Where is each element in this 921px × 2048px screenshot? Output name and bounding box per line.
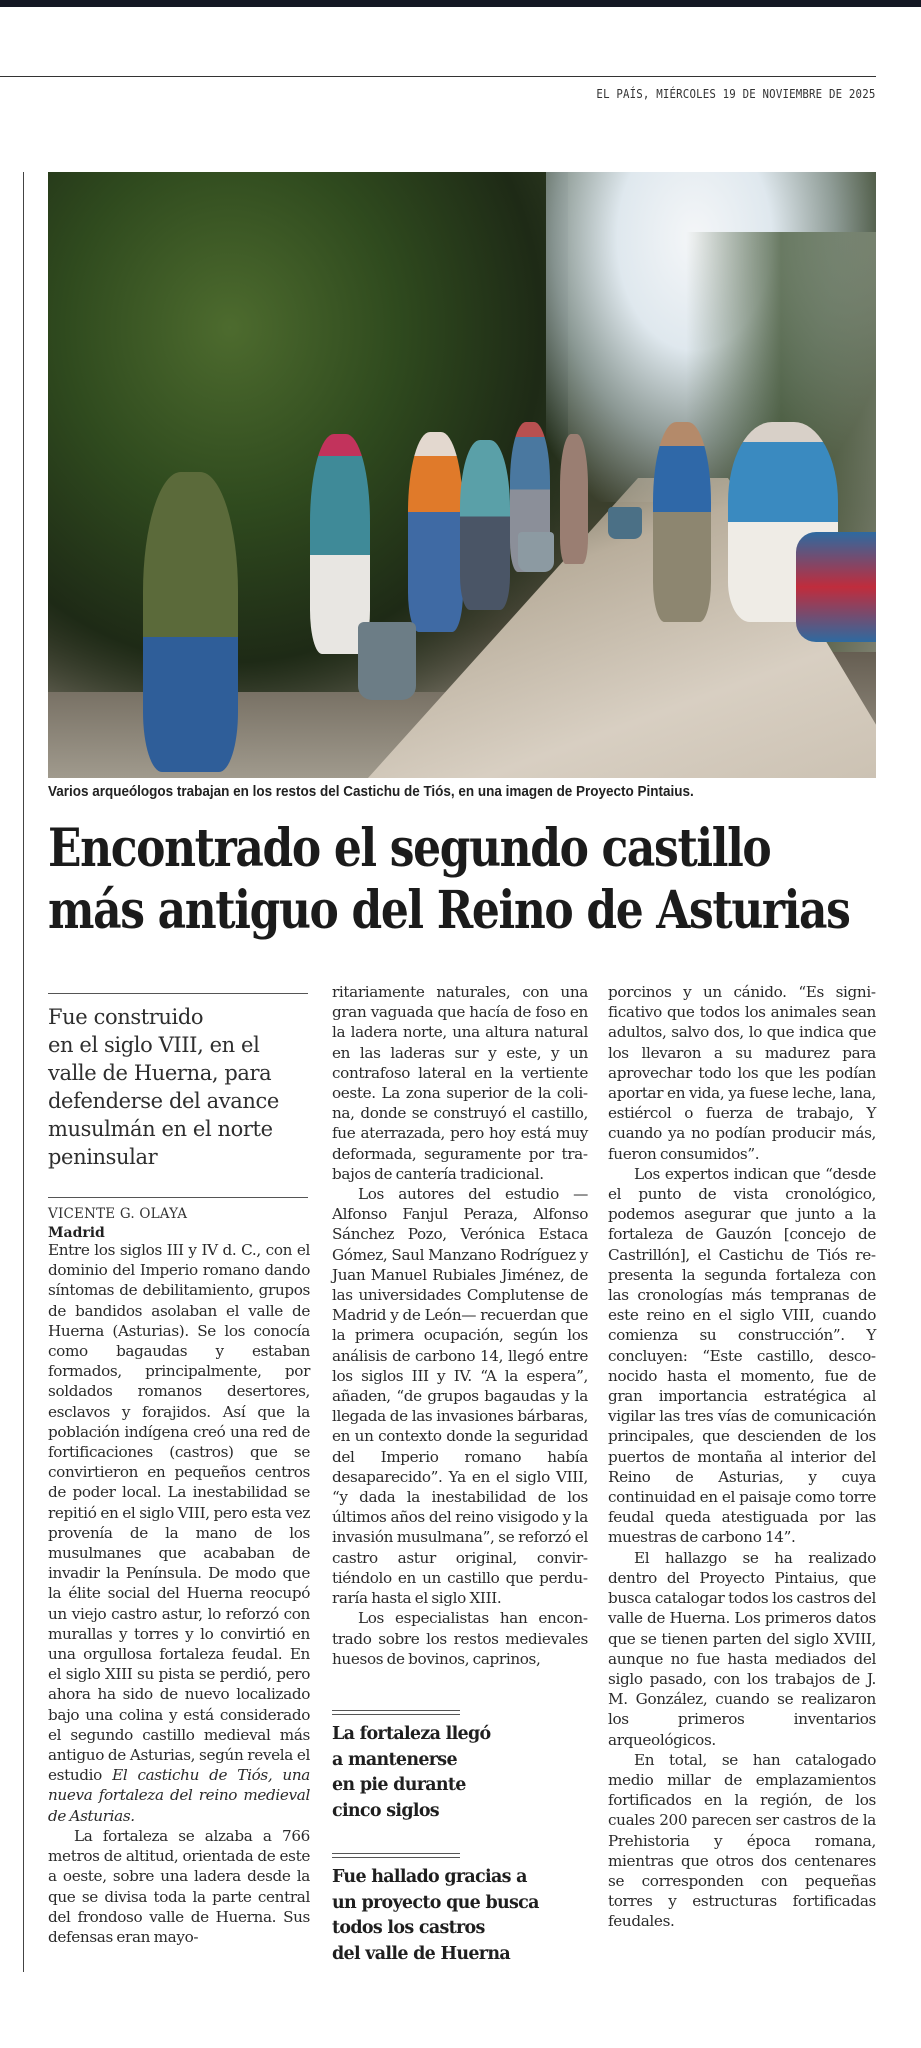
- left-column-rule: [23, 172, 24, 1972]
- subtitle-line: Fue construido: [48, 1005, 204, 1029]
- subtitle-top-rule: [48, 993, 308, 994]
- photo-foliage: [48, 172, 568, 692]
- article-column-3: [608, 982, 876, 1932]
- subtitle-line: defenderse del avance: [48, 1089, 279, 1113]
- body-paragraph: Los expertos indican que “desde el punto de vista cronológico, podemos asegurar que junto a la fortaleza de Gauzón [concejo de Castrillón], el Castichu de Tiós representa la segunda fortaleza con las cronologías más tempranas de este reino en el siglo VIII, cuando comienza su construcción”. Y concluyen: “Este castillo, desconocido hasta el momento, fue de gran importancia estratégica al vigilar las tres vías de comunicación principales, que descienden de los puertos de montaña al interior del Reino de Asturias, y cuya continuidad en el paisaje como torre feudal queda atestiguada por las muestras de carbono 14”.: [608, 1164, 876, 1547]
- photo-person: [143, 472, 238, 772]
- body-text: Entre los siglos III y IV d. C., con el dominio del Imperio romano dando síntomas de debilitamiento, grupos de bandidos asolaban el valle de Huerna (Asturias). Se los conocía como bagaudas y estaban formados, principalmente, por soldados romanos desertores, esclavos y forajidos. Así que la población indígena creó una red de fortificaciones (castros) que se convirtieron en pequeños centros de poder local. La inestabilidad se repitió en el siglo VIII, pero esta vez provenía de la mano de los musulmanes que acababan de invadir la Península. De modo que la élite social del Huerna reocupó un viejo castro astur, lo reforzó con murallas y torres y lo convirtió en una orgullosa fortaleza feudal. En el siglo XIII su pista se perdió, pero ahora ha sido de nuevo localizado bajo una colina y está considerado el segundo castillo medieval más antiguo de Asturias, según revela el estudio: [48, 1241, 310, 1785]
- pull-quote-rule: [332, 1710, 460, 1715]
- subtitle-line: en el siglo VIII, en el: [48, 1033, 260, 1057]
- header-rule: [0, 76, 876, 77]
- photo-bucket: [358, 622, 416, 700]
- pull-quote-line: La fortaleza llegó: [332, 1724, 491, 1744]
- body-paragraph: [48, 1240, 310, 1826]
- subtitle-line: valle de Huerna, para: [48, 1061, 272, 1085]
- byline-location: Madrid: [48, 1225, 105, 1241]
- article-photo: [48, 172, 876, 778]
- pull-quote-rule: [332, 1853, 460, 1858]
- headline-line: Encontrado el segundo castillo: [48, 818, 771, 879]
- photo-person: [310, 434, 370, 654]
- photo-bucket: [518, 532, 554, 572]
- body-paragraph: Los autores del estudio —Alfonso Fanjul Peraza, Alfonso Sánchez Pozo, Verónica Estaca Gómez, Saul Manzano Rodríguez y Juan Manuel Rubiales Jiménez, de las universidades Complutense de Madrid y de León— recuerdan que la primera ocupación, según los análisis de carbono 14, llegó entre los siglos III y IV. “A la espera”, añaden, “de grupos bagaudas y la llegada de las invasiones bárbaras, en un contexto donde la seguridad del Imperio romano había desaparecido”. Ya en el siglo VIII, “y dada la inestabilidad de los últimos años del reino visigodo y la invasión musulmana”, se reforzó el castro astur original, convirtiéndolo en un castillo que perduraría hasta el siglo XIII.: [332, 1185, 588, 1608]
- byline-rule: [48, 1197, 308, 1198]
- photo-bucket: [608, 507, 642, 539]
- article-column-2: [332, 982, 588, 1669]
- pull-quote-line: Fue hallado gracias a: [332, 1867, 527, 1887]
- photo-person: [560, 434, 588, 564]
- study-title: El castichu de Tiós, una nueva fortaleza del reino medieval de Asturias.: [48, 1766, 310, 1825]
- pull-quote-line: a mantenerse: [332, 1749, 457, 1770]
- body-paragraph: porcinos y un cánido. “Es significativo que todos los animales sean adultos, salvo dos, lo que indica que los llevaron a su madurez para aprovechar todo los que les podían aportar en vida, ya fuese leche, lana, estiércol o fuerza de trabajo, Y cuando ya no podían producir más, fueron consumidos”.: [608, 983, 876, 1163]
- pull-quote-line: un proyecto que busca: [332, 1892, 539, 1913]
- headline-line: más antiguo del Reino de Asturias: [48, 880, 850, 941]
- headline: [48, 818, 850, 942]
- pull-quote-line: en pie durante: [332, 1775, 466, 1795]
- photo-caption: Varios arqueólogos trabajan en los restos del Castichu de Tiós, en una imagen de Proyecto Pintaius.: [48, 784, 694, 800]
- top-status-bar: [0, 0, 921, 7]
- photo-person: [460, 440, 510, 610]
- pull-quote-line: todos los castros: [332, 1918, 485, 1938]
- body-paragraph: ritariamente naturales, con una gran vaguada que hacía de foso en la ladera norte, una altura natural en las laderas sur y este, y un contrafoso lateral en la vertiente oeste. La zona superior de la colina, donde se construyó el castillo, fue aterrazada, pero hoy está muy deformada, seguramente por trabajos de cantería tradicional.: [332, 983, 588, 1183]
- body-paragraph: La fortaleza se alzaba a 766 metros de altitud, orientada de este a oeste, sobre una ladera desde la que se divisa toda la parte central del frondoso valle de Huerna. Sus defensas eran mayo-: [48, 1826, 310, 1946]
- subtitle: [48, 1003, 318, 1171]
- pull-quote-line: cinco siglos: [332, 1800, 439, 1821]
- body-paragraph: El hallazgo se ha realizado dentro del Proyecto Pintaius, que busca catalogar todos los castros del valle de Huerna. Los primeros datos que se tienen parten del siglo XVIII, aunque no fue hasta mediados del siglo pasado, con los trabajos de J. M. González, cuando se realizaron los primeros inventarios arqueológicos.: [608, 1548, 876, 1749]
- pull-quote: [332, 1722, 592, 1824]
- subtitle-line: musulmán en el norte: [48, 1117, 273, 1141]
- pull-quote-line: del valle de Huerna: [332, 1943, 510, 1964]
- body-paragraph: Los especialistas han encontrado sobre los restos medievales huesos de bovinos, caprinos,: [332, 1609, 588, 1668]
- photo-clothes-pile: [796, 532, 876, 642]
- byline: VICENTE G. OLAYA: [48, 1206, 188, 1222]
- pull-quote: [332, 1865, 592, 1967]
- subtitle-line: peninsular: [48, 1145, 158, 1169]
- article-column-1: [48, 1240, 310, 1947]
- photo-person: [408, 432, 463, 632]
- dateline: EL PAÍS, MIÉRCOLES 19 DE NOVIEMBRE DE 2025: [595, 86, 875, 101]
- body-paragraph: En total, se han catalogado medio millar de emplazamientos fortificados en la región, de los cuales 200 parecen ser castros de la Prehistoria y época romana, mientras que otros dos centenares se corresponden con pequeñas torres y estructuras fortificadas feudales.: [608, 1750, 876, 1931]
- photo-person: [653, 422, 711, 622]
